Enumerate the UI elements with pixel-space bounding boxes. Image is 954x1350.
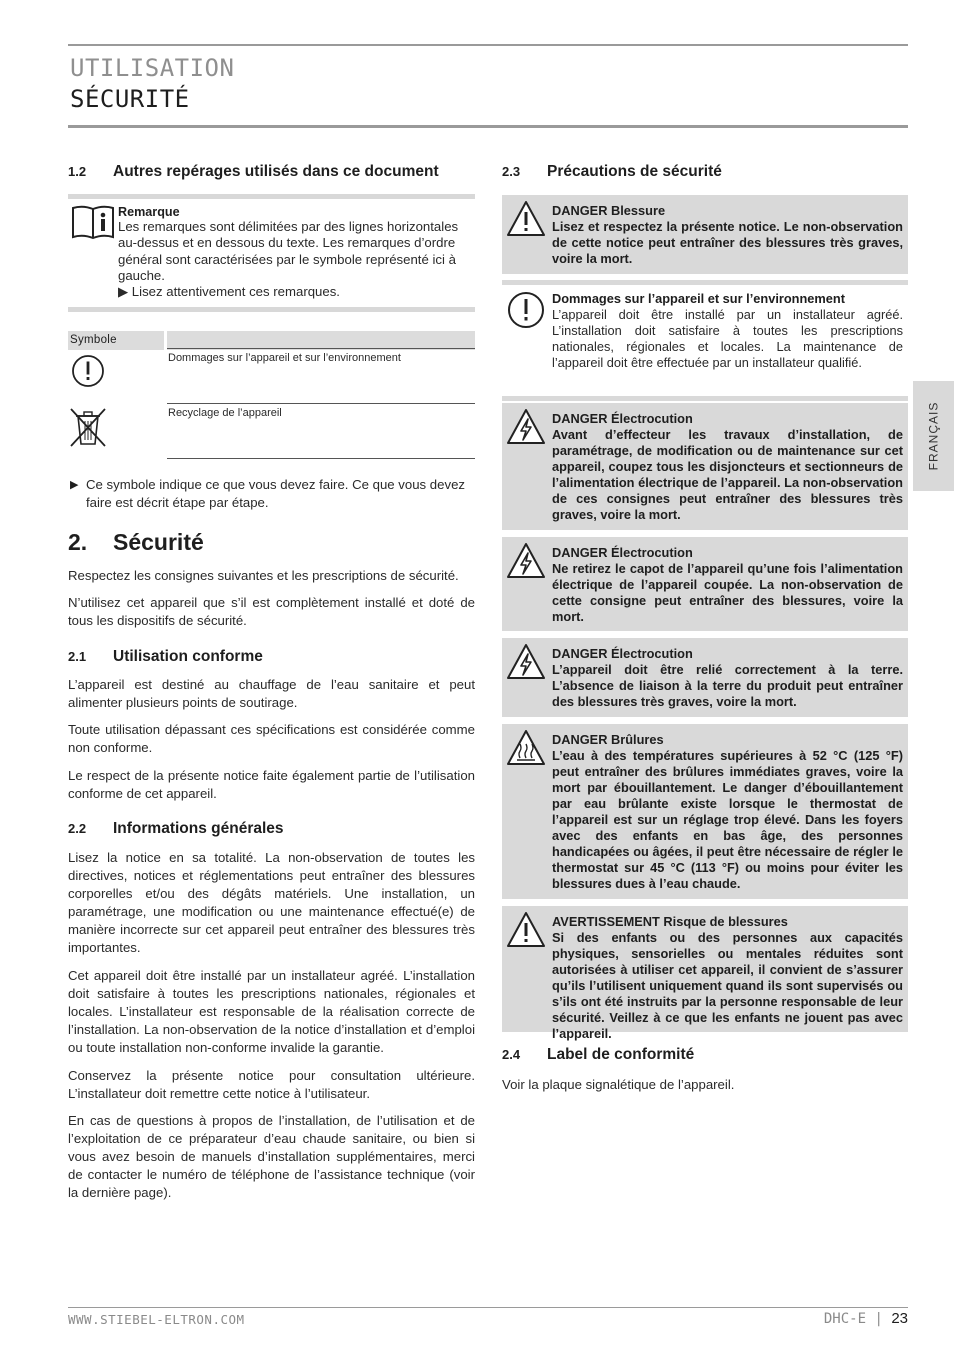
header-chapter: UTILISATION [70, 54, 235, 82]
note-title: Remarque [118, 205, 180, 219]
notice-title: Dommages sur l’appareil et sur l’environnement [552, 291, 845, 306]
note-action: ▶ Lisez attentivement ces remarques. [118, 284, 340, 300]
warning-title: DANGER Électrocution [552, 545, 693, 560]
note-box [68, 194, 475, 312]
warning-box-injury [502, 195, 908, 274]
header-top-rule [68, 44, 908, 46]
language-label: FRANÇAIS [926, 401, 941, 471]
s22-paragraph-2: Cet appareil doit être installé par un installateur agréé. L’installation doit satisfaire à toutes les prescriptions nationales, régionales et locales. L’installateur est responsable de la réalisation correcte de l’installation. La non-observation de la notice d’installation et d’emploi ou toute installation non-conforme invalide la garantie. [68, 968, 475, 1055]
page-number: 23 [891, 1310, 908, 1327]
step-arrow-icon: ▶ [70, 479, 79, 491]
info-book-icon [71, 205, 115, 241]
warning-text: Si des enfants ou des personnes aux capacités physiques, sensorielles ou mentales réduites sont autorisées à utiliser cet appareil, il convient de s’assurer qu’ils l’utilisent uniquement quand ils sont supervisés ou s’ils ont été instruits par la personne responsable de leur sécurité. Veillez à ce que les enfants ne jouent pas avec l’appareil. [552, 930, 903, 1041]
s2-paragraph-2: N’utilisez cet appareil que s’il est complètement installé et doté de tous les dispositifs de sécurité. [68, 595, 475, 628]
header-section: SÉCURITÉ [70, 85, 190, 113]
symbol-row-recycling: Recyclage de l’appareil [168, 407, 282, 419]
exclamation-circle-icon [71, 354, 105, 388]
section-2-1-heading: 2.1 Utilisation conforme [68, 648, 263, 665]
s21-paragraph-2: Toute utilisation dépassant ces spécifications est considérée comme non conforme. [68, 722, 475, 755]
s22-paragraph-3: Conservez la présente notice pour consultation ultérieure. L’installateur doit remettre cette notice à l’utilisateur. [68, 1068, 475, 1101]
warning-title: DANGER Électrocution [552, 646, 693, 661]
warning-triangle-icon [506, 910, 546, 950]
symbol-table-header: Symbole [70, 334, 117, 346]
exclamation-circle-icon [506, 290, 546, 330]
warning-text: Ne retirez le capot de l’appareil qu’une fois l’alimentation électrique de l’appareil coupée. La non-observation de cette consigne peut entraîner des blessures, voire la mort. [552, 561, 903, 624]
s22-paragraph-1: Lisez la notice en sa totalité. La non-observation de toutes les directives, notices et réglementations peut entraîner des blessures corporelles et/ou des dégâts matériels. Une installation, un paramétrage, une modification ou une maintenance effectué(e) de manière incorrecte sur cet appareil peut entraîner des blessures très importantes. [68, 850, 475, 955]
section-2-2-heading: 2.2 Informations générales [68, 820, 284, 837]
language-tab[interactable] [913, 381, 954, 491]
warning-box-electrocution-3 [502, 638, 908, 717]
warning-box-electrocution-2 [502, 537, 908, 631]
warning-text: L’appareil doit être relié correctement à la terre. L’absence de liaison à la terre du produit peut entraîner des blessures très graves, voire la mort. [552, 662, 903, 709]
warning-box-burns [502, 724, 908, 899]
warning-triangle-icon [506, 199, 546, 239]
section-2-heading: 2. Sécurité [68, 529, 204, 555]
section-2-3-heading: 2.3 Précautions de sécurité [502, 163, 722, 180]
step-description: Ce symbole indique ce que vous devez faire. Ce que vous devez faire est décrit étape par étape. [86, 477, 465, 510]
section-2-4-heading: 2.4 Label de conformité [502, 1046, 695, 1063]
warning-text: L’eau à des températures supérieures à 52 °C (125 °F) peut entraîner des brûlures immédiates graves, voire la mort par ébouillantement. Le danger d’ébouillantement par eau brûlante existe lorsque le thermostat de l’appareil est sur un réglage trop élevé. Dans les foyers avec des enfants en bas âge, des personnes handicapées ou âgées, il peut être nécessaire de régler le thermostat sur 45 °C (113 °F) ou moins pour éviter les blessures dues à l’eau chaude. [552, 748, 903, 891]
warning-title: DANGER Électrocution [552, 411, 693, 426]
warning-title: DANGER Blessure [552, 203, 666, 218]
s22-paragraph-4: En cas de questions à propos de l’installation, de l’utilisation et de l’exploitation de ce préparateur d’eau chaude sanitaire, ou bien si vous avez besoin de manuels d’installation supplémentaires, merci de contacter le numéro de téléphone de l’assistance technique (voir la dernière page). [68, 1113, 475, 1200]
footer-model: DHC-E [823, 1311, 867, 1327]
warning-box-injury-risk [502, 906, 908, 1041]
s21-paragraph-3: Le respect de la présente notice faite également partie de l’utilisation conforme de cet appareil. [68, 768, 475, 801]
hot-surface-icon [506, 728, 546, 768]
warning-title: AVERTISSEMENT Risque de blessures [552, 914, 788, 929]
header-bottom-rule [68, 125, 908, 128]
footer-website-link[interactable]: WWW.STIEBEL-ELTRON.COM [68, 1312, 245, 1327]
notice-text: L’appareil doit être installé par un installateur agréé. L’installation doit satisfaire à toutes les prescriptions nationales, régionales et locales. La maintenance de l’appareil doit être effectuée par un installateur qualifié. [552, 307, 903, 370]
s2-paragraph-1: Respectez les consignes suivantes et les prescriptions de sécurité. [68, 568, 459, 583]
note-text: Les remarques sont délimitées par des lignes horizontales au-dessus et en dessous du texte. Les remarques d’ordre général sont caractérisées par le symbole représenté ici à gauche. [118, 219, 459, 283]
s21-paragraph-1: L’appareil est destiné au chauffage de l’eau sanitaire et peut alimenter plusieurs points de soutirage. [68, 677, 475, 710]
footer-rule [68, 1307, 908, 1308]
warning-title: DANGER Brûlures [552, 732, 664, 747]
symbol-row-damage: Dommages sur l’appareil et sur l’environnement [168, 352, 401, 364]
warning-box-electrocution-1 [502, 403, 908, 530]
electric-hazard-icon [506, 541, 546, 581]
notice-box-damage [502, 280, 908, 401]
recycling-bin-icon [68, 406, 108, 448]
s24-paragraph: Voir la plaque signalétique de l’appareil. [502, 1077, 735, 1092]
electric-hazard-icon [506, 407, 546, 447]
section-1-2-heading: 1.2 Autres repérages utilisés dans ce document [68, 163, 439, 180]
warning-text: Avant d’effecteur les travaux d’installation, de paramétrage, de modification ou de maintenance sur cet appareil, coupez tous les disjoncteurs et sectionneurs de l’alimentation électrique de l’appareil. La non-observation de ces consignes peut entraîner des blessures très graves, voire la mort. [552, 427, 903, 522]
footer-page-info: DHC-E | 23 [823, 1310, 908, 1327]
warning-text: Lisez et respectez la présente notice. Le non-observation de cette notice peut entraîner des blessures très graves, voire la mort. [552, 219, 903, 266]
electric-hazard-icon [506, 642, 546, 682]
